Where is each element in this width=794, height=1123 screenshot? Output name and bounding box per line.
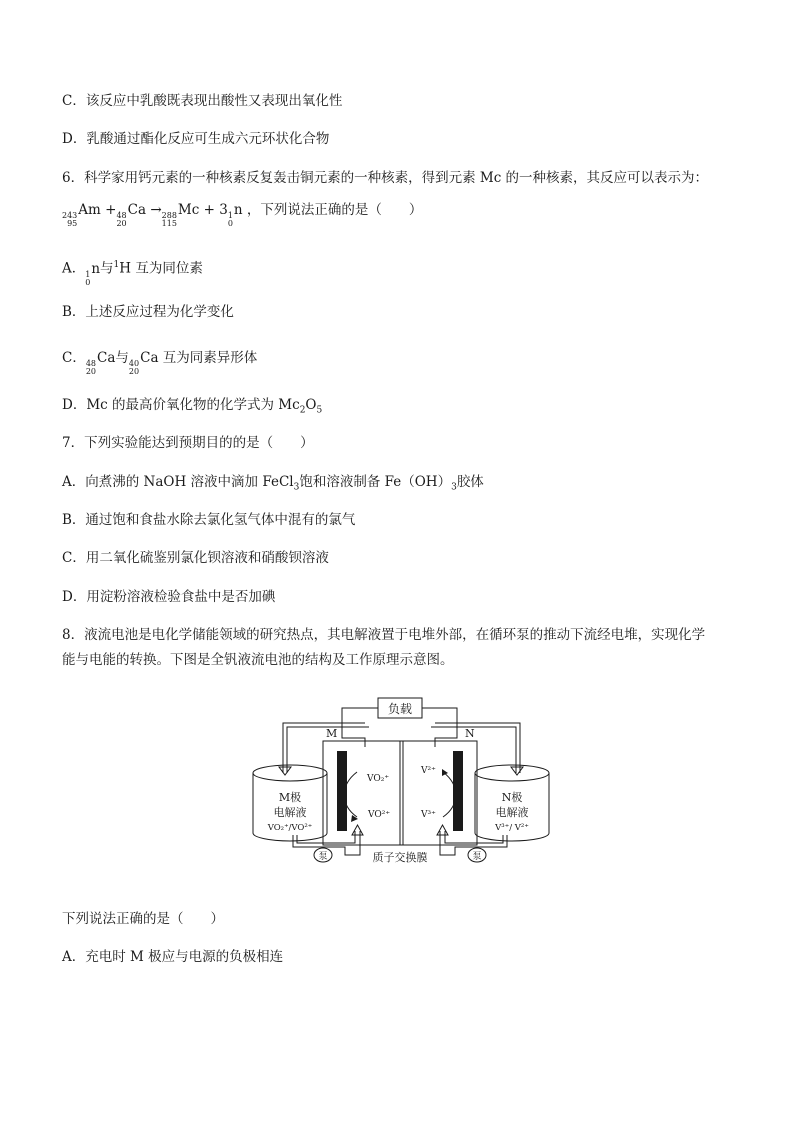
n-pump-label: 泵 xyxy=(472,852,482,862)
n-tank-label-2: 电解液 xyxy=(495,806,529,819)
m-tank-label-1: M极 xyxy=(278,791,302,804)
nuclide-ca40: 40 20 Ca xyxy=(128,350,159,376)
q7-option-c: C．用二氧化硫鉴别氯化钡溶液和硝酸钡溶液 xyxy=(62,550,329,566)
m-pump-label: 泵 xyxy=(318,852,328,862)
q6-stem-tail: ，下列说法正确的是（ ） xyxy=(246,202,423,218)
q6-option-a: A． 1 0 n与$^1$H 互为同位素 xyxy=(62,260,203,287)
q6-option-d: D．Mc 的最高价氧化物的化学式为 $Mc_2O_5$ xyxy=(62,397,323,416)
n-label: N xyxy=(465,727,475,740)
q8-stem-line2: 能与电能的转换。下图是全钒液流电池的结构及工作原理示意图。 xyxy=(62,652,454,668)
q6-option-c: C． 48 20 Ca与 40 20 Ca 互为同素异形体 xyxy=(62,350,258,376)
m-electrode xyxy=(337,751,347,831)
n-electrode xyxy=(453,751,463,831)
nuclide-n: 1 0 n xyxy=(227,202,243,228)
n-tank-label-1: N极 xyxy=(501,791,523,804)
q5-option-c: C．该反应中乳酸既表现出酸性又表现出氧化性 xyxy=(62,93,343,109)
q6-stem: 6．科学家用钙元素的一种核素反复轰击铜元素的一种核素，得到元素 Mc 的一种核素，其反应可以表示为： xyxy=(62,170,709,186)
nuclide-neutron: 1 0 n xyxy=(85,260,101,287)
reaction-arrow: → xyxy=(150,202,162,218)
plus-sign: + xyxy=(203,202,215,218)
nuclide-ca48: 48 20 Ca xyxy=(85,350,116,376)
q7-option-a: A．向煮沸的 NaOH 溶液中滴加 FeCl$_3$饱和溶液制备 $Fe(OH)_3$胶体 xyxy=(62,474,484,493)
v2p-label: V²⁺ xyxy=(421,766,436,776)
q5-option-d: D．乳酸通过酯化反应可生成六元环状化合物 xyxy=(62,131,330,147)
q7-option-b: B．通过饱和食盐水除去氯化氢气体中混有的氯气 xyxy=(62,512,356,528)
flow-battery-diagram xyxy=(245,695,555,875)
nuclide-am: 243 95 Am xyxy=(62,202,101,228)
m-tank-label-3: VO₂⁺/VO²⁺ xyxy=(267,823,313,833)
q6-option-b: B．上述反应过程为化学变化 xyxy=(62,304,234,320)
q8-stem-line1: 8．液流电池是电化学储能领域的研究热点，其电解液置于电堆外部，在循环泵的推动下流经电堆，实现化学 xyxy=(62,627,706,643)
vo2p-label: VO²⁺ xyxy=(368,810,391,820)
q6-equation xyxy=(62,201,422,228)
membrane-label: 质子交换膜 xyxy=(372,851,428,864)
n-tank-label-3: V³⁺/ V²⁺ xyxy=(495,823,529,833)
nuclide-mc: 288 115 Mc xyxy=(161,202,200,228)
q7-option-d: D．用淀粉溶液检验食盐中是否加碘 xyxy=(62,589,276,605)
coefficient: 3 xyxy=(219,202,228,218)
vo2-plus-label: VO₂⁺ xyxy=(367,774,390,784)
plus-sign: + xyxy=(105,202,117,218)
q8-ask: 下列说法正确的是（ ） xyxy=(62,911,224,927)
v3p-label: V³⁺ xyxy=(421,810,436,820)
q7-stem: 7．下列实验能达到预期目的的是（ ） xyxy=(62,435,314,451)
load-label: 负载 xyxy=(387,702,413,716)
nuclide-ca: 48 20 Ca xyxy=(116,202,147,228)
q8-option-a: A．充电时 M 极应与电源的负极相连 xyxy=(62,949,284,965)
m-label: M xyxy=(326,727,338,740)
m-tank-label-2: 电解液 xyxy=(273,806,307,819)
